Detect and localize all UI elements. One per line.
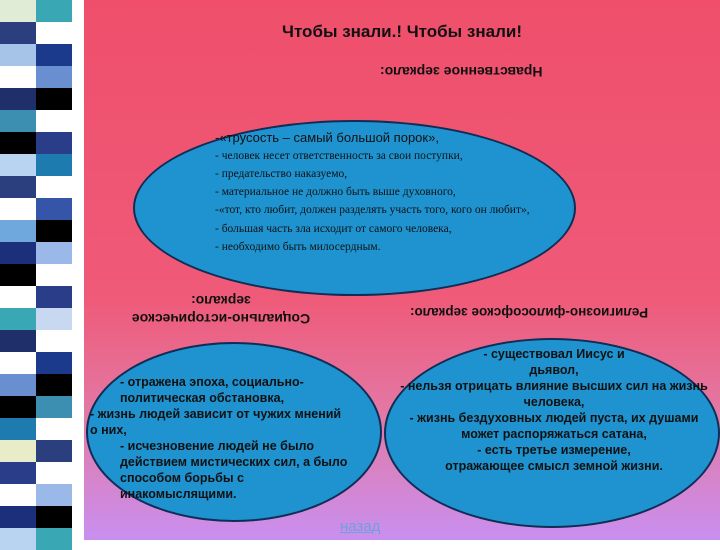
- list-item: - человек несет ответственность за свои поступки,: [215, 150, 463, 162]
- list-item: - нельзя отрицать влияние высших сил на жизнь человека,: [400, 379, 708, 409]
- decorative-strip: [0, 0, 72, 540]
- list-item: - материальное не должно быть выше духовного,: [215, 186, 456, 198]
- heading-social-mirror: Социально-историческое зеркало:: [131, 293, 311, 327]
- list-item: - существовал Иисус и дьявол,: [483, 347, 625, 377]
- list-item: - большая часть зла исходит от самого человека,: [215, 223, 452, 235]
- religious-list: [392, 346, 716, 474]
- back-link[interactable]: назад: [340, 518, 381, 535]
- list-item: -«тот, кто любит, должен разделять участь того, кого он любит»,: [215, 204, 530, 216]
- list-item: - жизнь бездуховных людей пуста, их душами может распоряжаться сатана,: [409, 411, 699, 441]
- moral-list: [215, 129, 560, 256]
- list-item: - жизнь людей зависит от чужих мнений о них,: [90, 407, 342, 437]
- heading-moral-mirror: Нравственное зеркало:: [380, 64, 543, 80]
- list-item: - предательство наказуемо,: [215, 168, 348, 180]
- list-item: - есть третье измерение, отражающее смысл земной жизни.: [445, 443, 663, 473]
- page-title: Чтобы знали.! Чтобы знали!: [282, 22, 522, 41]
- heading-religious-mirror: Религиозно-философское зеркало:: [410, 305, 649, 320]
- list-item: - исчезновение людей не было действием мистических сил, а было способом борьбы с инакомыслящими.: [120, 439, 348, 501]
- list-item: - необходимо быть милосердным.: [215, 241, 381, 253]
- social-list: [90, 374, 350, 502]
- list-item: - отражена эпоха, социально-политическая обстановка,: [120, 375, 304, 405]
- list-item: -«трусость – самый большой порок»,: [215, 130, 439, 145]
